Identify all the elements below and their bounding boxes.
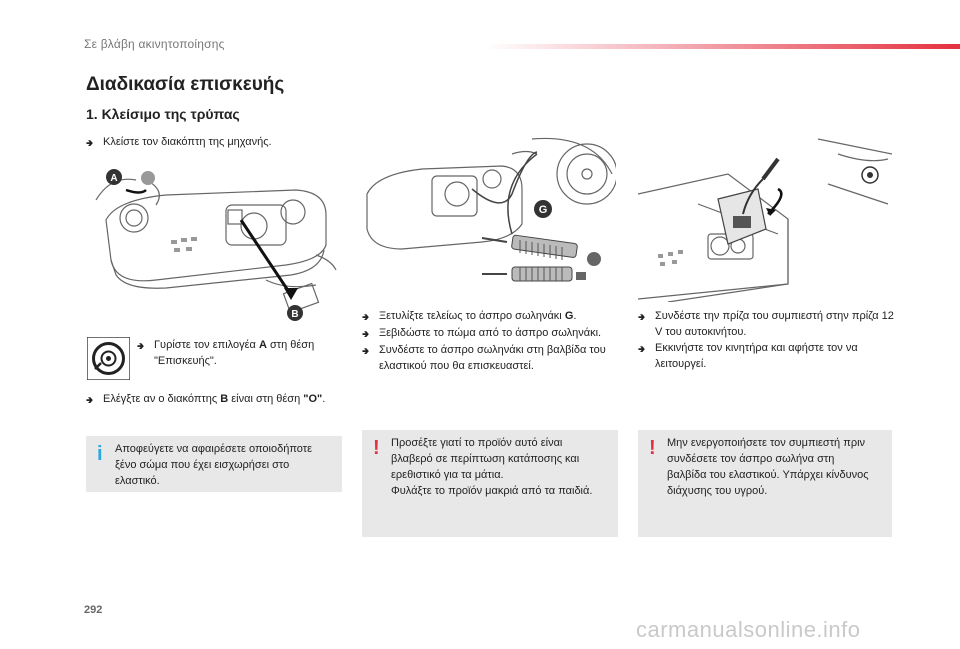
info-note-text: Αποφεύγετε να αφαιρέσετε οποιοδήποτε ξένο σώμα που έχει εισχωρήσει στο ελαστικό. <box>115 443 312 487</box>
arrow-bullet-icon: 🢂 <box>638 312 646 322</box>
col1-step3: 🢂 Ελέγξτε αν ο διακόπτης B είναι στη θέση "O". <box>86 391 326 408</box>
repair-mode-icon <box>87 337 130 380</box>
arrow-bullet-icon: 🢂 <box>362 346 370 356</box>
warning-note-product <box>362 430 618 537</box>
info-icon: i <box>97 443 103 465</box>
warning-note-text: Προσέξτε γιατί το προϊόν αυτό είναι βλαβερό σε περίπτωση κατάποσης και ερεθιστικό για τα μάτια. Φυλάξτε το προϊόν μακριά από τα παιδιά. <box>391 437 593 497</box>
col3-steps: 🢂 Συνδέστε την πρίζα του συμπιεστή στην πρίζα 12 V του αυτοκινήτου. 🢂 Εκκινήστε τον κινητήρα και αφήστε τον να λειτουργεί. <box>638 310 894 370</box>
arrow-bullet-icon: 🢂 <box>362 312 370 322</box>
col1-step2: 🢂 Γυρίστε τον επιλογέα A στη θέση "Επισκευής". <box>137 339 315 367</box>
warning-icon: ! <box>373 437 380 459</box>
header-accent-bar <box>485 44 960 49</box>
warning-note-compressor <box>638 430 892 537</box>
page-title: Διαδικασία επισκευής <box>86 74 285 95</box>
warning-note-text: Μην ενεργοποιήσετε τον συμπιεστή πριν συνδέσετε τον άσπρο σωλήνα στη βαλβίδα του ελαστικού. Υπάρχει κίνδυνος διάχυσης του υγρού. <box>667 437 869 497</box>
page-number: 292 <box>84 604 103 616</box>
section-header: Σε βλάβη ακινητοποίησης <box>84 37 225 51</box>
label-g: G <box>538 204 548 216</box>
arrow-bullet-icon: 🢂 <box>137 341 145 351</box>
watermark: carmanualsonline.info <box>636 617 861 642</box>
label-b: B <box>291 309 299 320</box>
col1-step1: 🢂 Κλείστε τον διακόπτη της μηχανής. <box>86 134 346 151</box>
label-a: A <box>110 173 118 184</box>
arrow-bullet-icon: 🢂 <box>86 395 94 405</box>
arrow-bullet-icon: 🢂 <box>638 344 646 354</box>
hose-figure-g <box>362 134 616 302</box>
plug-figure <box>638 134 892 302</box>
compressor-figure-a-b <box>86 160 342 325</box>
section-subtitle: 1. Κλείσιμο της τρύπας <box>86 106 240 122</box>
arrow-bullet-icon: 🢂 <box>362 329 370 339</box>
info-note <box>86 436 342 492</box>
col2-steps: 🢂 Ξετυλίξτε τελείως το άσπρο σωληνάκι G. 🢂 Ξεβιδώστε το πώμα από το άσπρο σωληνάκι. 🢂 Συνδέστε το άσπρο σωληνάκι στη βαλβίδα του ελαστικού που θα επισκευαστεί. <box>362 310 606 372</box>
arrow-bullet-icon: 🢂 <box>86 138 94 148</box>
warning-icon: ! <box>649 437 656 459</box>
